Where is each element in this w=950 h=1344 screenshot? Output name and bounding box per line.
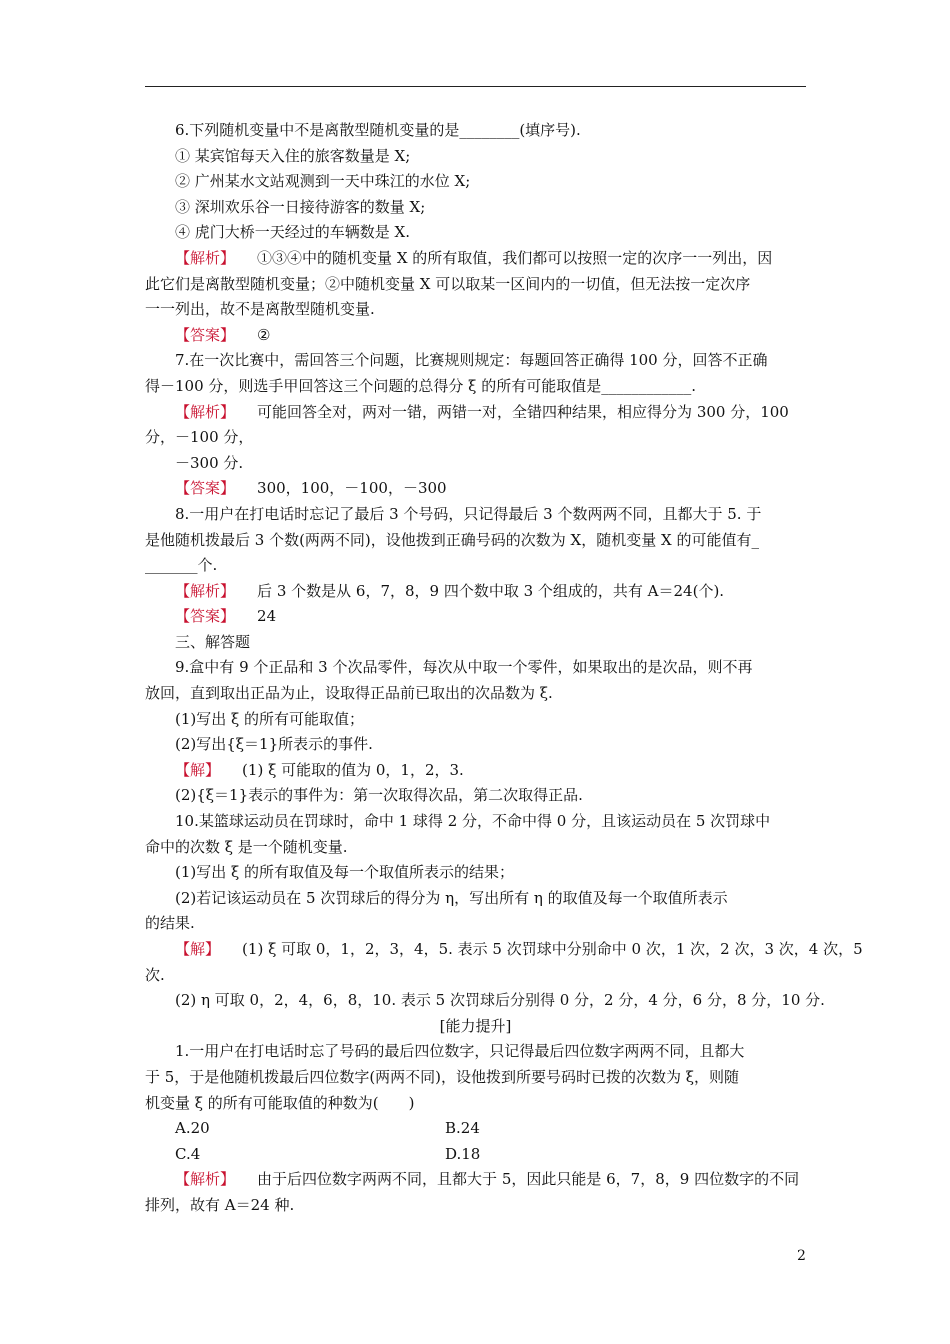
q9-solution-2: (2){ξ＝1}表示的事件为：第一次取得次品，第二次取得正品.: [175, 786, 583, 805]
q9-sub-2: (2)写出{ξ＝1}所表示的事件.: [175, 735, 373, 754]
p1-option-c: C.4: [175, 1144, 201, 1163]
answer-tag: 【 答案 】: [175, 607, 235, 625]
q6-option-4: ④ 虎门大桥一天经过的车辆数是 X.: [175, 223, 410, 242]
analysis-tag: 【 解析 】: [175, 249, 235, 267]
p1-stem-line-2: 于 5，于是他随机拨最后四位数字(两两不同)，设他拨到所要号码时已拨的次数为 ξ，则随: [145, 1067, 740, 1086]
answer-tag: 【 答案 】: [175, 326, 235, 344]
p1-option-d: D.18: [445, 1144, 481, 1163]
analysis-tag: 【 解析 】: [175, 1170, 235, 1188]
p1-option-a: A.20: [175, 1119, 210, 1138]
q6-stem: 6.下列随机变量中不是离散型随机变量的是________(填序号).: [175, 121, 581, 139]
q6-answer: 【 答案 】 ②: [145, 323, 806, 349]
q7-stem-line-1: 7.在一次比赛中，需回答三个问题，比赛规则规定：每题回答正确得 100 分，回答不正确: [175, 351, 768, 370]
q10-stem-line-2: 命中的次数 ξ 是一个随机变量.: [145, 837, 348, 856]
ability-section-title: [能力提升]: [439, 1016, 512, 1035]
q6-analysis-line-1: 【 解析 】 ①③④中的随机变量 X 的所有取值，我们都可以按照一定的次序一一列出，因: [145, 246, 806, 272]
analysis-tag: 【 解析 】: [175, 403, 235, 421]
q7-analysis-line-3: －300 分.: [175, 453, 244, 472]
q6-option-2: ② 广州某水文站观测到一天中珠江的水位 X;: [175, 172, 471, 191]
q7-stem-line-2: 得－100 分，则选手甲回答这三个问题的总得分 ξ 的所有可能取值是____________.: [145, 376, 696, 395]
q10-sub-2-line-2: 的结果.: [145, 914, 195, 933]
q6-analysis-line-2: 此它们是离散型随机变量；②中随机变量 X 可以取某一区间内的一切值，但无法按一定次序: [145, 274, 751, 293]
q6-option-1: ① 某宾馆每天入住的旅客数量是 X;: [175, 146, 411, 165]
q10-sub-2-line-1: (2)若记该运动员在 5 次罚球后的得分为 η，写出所有 η 的取值及每一个取值所表示: [175, 888, 728, 907]
q10-solution-1-line-2: 次.: [145, 965, 165, 984]
page-content: [145, 118, 863, 1219]
p1-stem-line-1: 1.一用户在打电话时忘了号码的最后四位数字，只记得最后四位数字两两不同，且都大: [175, 1042, 745, 1061]
q9-stem-line-2: 放回，直到取出正品为止，设取得正品前已取出的次品数为 ξ.: [145, 684, 553, 703]
q9-solution-1: 【 解 】 (1) ξ 可能取的值为 0，1，2，3.: [145, 758, 806, 784]
analysis-tag: 【 解析 】: [175, 582, 235, 600]
q6-option-3: ③ 深圳欢乐谷一日接待游客的数量 X;: [175, 197, 426, 216]
page-number: 2: [797, 1248, 806, 1264]
q10-sub-1: (1)写出 ξ 的所有取值及每一个取值所表示的结果；: [175, 863, 515, 882]
p1-option-b: B.24: [445, 1119, 480, 1138]
q7-answer: 【 答案 】 300，100，－100，－300: [145, 476, 806, 502]
solution-tag: 【 解 】: [175, 761, 220, 779]
q8-analysis: 【 解析 】 后 3 个数是从 6，7，8，9 四个数中取 3 个组成的，共有 A＝24(个).: [145, 579, 806, 605]
q6-analysis-line-3: 一一列出，故不是离散型随机变量.: [145, 300, 375, 319]
p1-options-row-2: [145, 1142, 806, 1168]
q8-stem-line-3: _______个.: [145, 556, 218, 575]
q8-answer: 【 答案 】 24: [145, 604, 806, 630]
q9-stem-line-1: 9.盒中有 9 个正品和 3 个次品零件，每次从中取一个零件，如果取出的是次品，则不再: [175, 658, 753, 677]
q8-stem-line-1: 8.一用户在打电话时忘记了最后 3 个号码，只记得最后 3 个数两两不同，且都大于 5. 于: [175, 504, 762, 523]
q7-analysis-line-1: 【 解析 】 可能回答全对，两对一错，两错一对，全错四种结果，相应得分为 300 分，100: [145, 400, 806, 426]
q10-stem-line-1: 10.某篮球运动员在罚球时，命中 1 球得 2 分，不命中得 0 分，且该运动员在 5 次罚球中: [175, 812, 771, 831]
q7-analysis-line-2: 分，－100 分，: [145, 428, 254, 447]
answer-tag: 【 答案 】: [175, 479, 235, 497]
q8-stem-line-2: 是他随机拨最后 3 个数(两两不同)，设他拨到正确号码的次数为 X，随机变量 X 的可能值有_: [145, 530, 759, 549]
p1-analysis-line-2: 排列，故有 A＝24 种.: [145, 1195, 295, 1214]
p1-options-row-1: [145, 1116, 806, 1142]
solution-tag: 【 解 】: [175, 940, 220, 958]
p1-stem-line-3: 机变量 ξ 的所有可能取值的种数为( ): [145, 1093, 415, 1112]
q10-solution-2: (2) η 可取 0，2，4，6，8，10. 表示 5 次罚球后分别得 0 分，2 分，4 分，6 分，8 分，10 分.: [175, 991, 825, 1010]
header-rule: [145, 86, 806, 87]
q10-solution-1-line-1: 【 解 】 (1) ξ 可取 0，1，2，3，4，5. 表示 5 次罚球中分别命中 0 次，1 次，2 次，3 次，4 次，5: [145, 937, 806, 963]
p1-analysis-line-1: 【 解析 】 由于后四位数字两两不同，且都大于 5，因此只能是 6，7，8，9 四位数字的不同: [145, 1167, 806, 1193]
section-title: 三、解答题: [175, 632, 251, 651]
q9-sub-1: (1)写出 ξ 的所有可能取值；: [175, 709, 365, 728]
